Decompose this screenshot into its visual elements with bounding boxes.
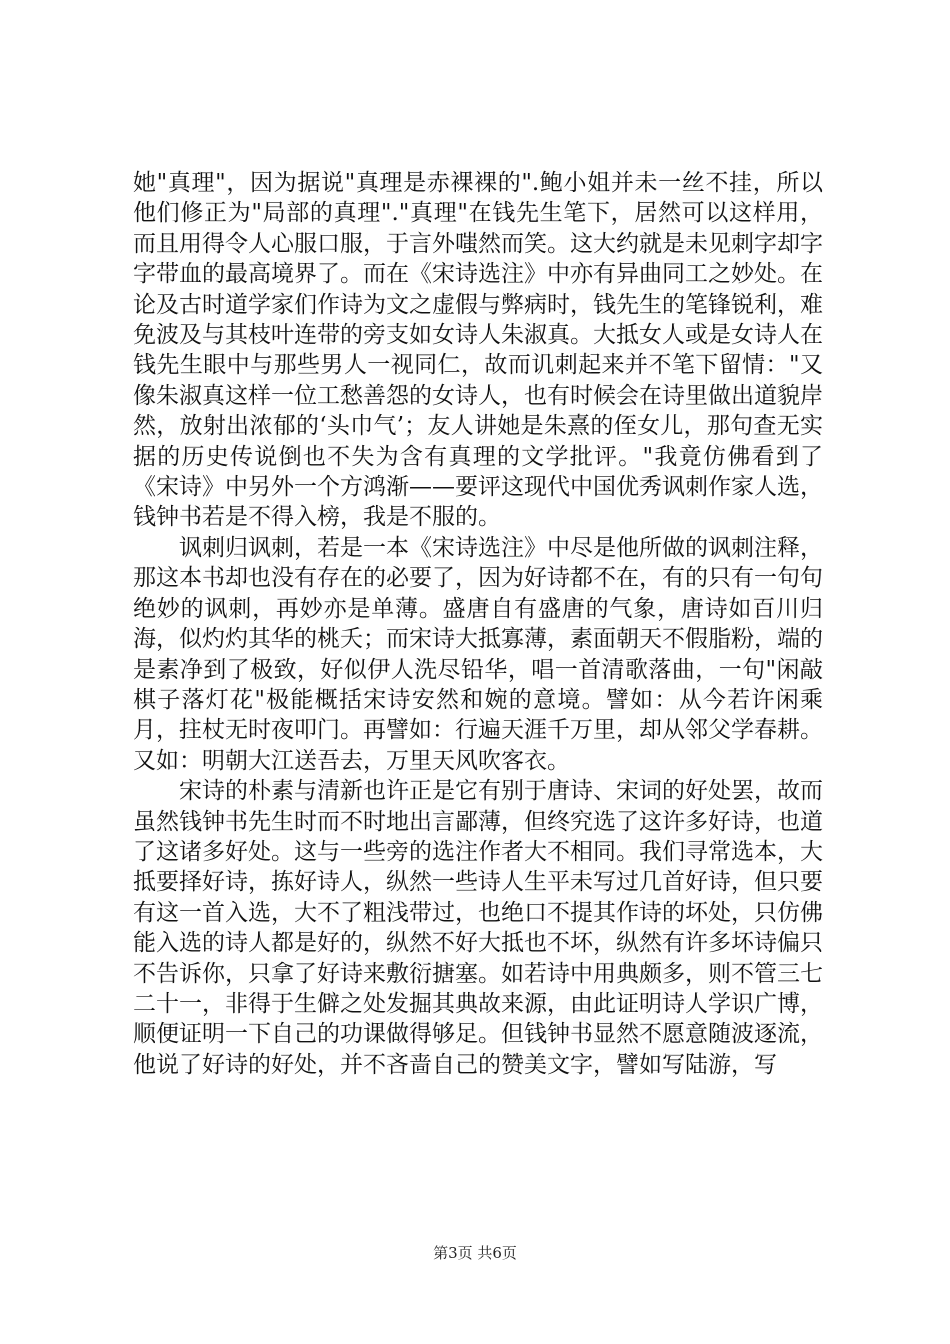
paragraph-2: 讽刺归讽刺，若是一本《宋诗选注》中尽是他所做的讽刺注释，那这本书却也没有存在的必要了，因为好诗都不在，有的只有一句句绝妙的讽刺，再妙亦是单薄。盛唐自有盛唐的气象，唐诗如百川归海，似灼灼其华的桃夭；而宋诗大抵寡薄，素面朝天不假脂粉，端的是素净到了极致，好似伊人洗尽铅华，唱一首清歌落曲，一句"闲敲棋子落灯花"极能概括宋诗安然和婉的意境。譬如：从今若许闲乘月，拄杖无时夜叩门。再譬如：行遍天涯千万里，却从邻父学春耕。又如：明朝大江送吾去，万里天风吹客衣。 [133,534,823,774]
page-number-footer: 第3页 共6页 [433,1244,517,1262]
paragraph-3: 宋诗的朴素与清新也许正是它有别于唐诗、宋词的好处罢，故而虽然钱钟书先生时而不时地出言鄙薄，但终究选了这许多好诗，也道了这诸多好处。这与一些旁的选注作者大不相同。我们寻常选本，大抵要择好诗，拣好诗人，纵然一些诗人生平未写过几首好诗，但只要有这一首入选，大不了粗浅带过，也绝口不提其作诗的坏处，只仿佛能入选的诗人都是好的，纵然不好大抵也不坏，纵然有许多坏诗偏只不告诉你，只拿了好诗来敷衍搪塞。如若诗中用典颇多，则不管三七二十一，非得于生僻之处发掘其典故来源，由此证明诗人学识广博，顺便证明一下自己的功课做得够足。但钱钟书显然不愿意随波逐流，他说了好诗的好处，并不吝啬自己的赞美文字，譬如写陆游，写 [133,778,823,1078]
paragraph-1: 她"真理"，因为据说"真理是赤裸裸的".鲍小姐并未一丝不挂，所以他们修正为"局部的真理"."真理"在钱先生笔下，居然可以这样用，而且用得令人心服口服，于言外嗤然而笑。这大约就是未见刺字却字字带血的最高境界了。而在《宋诗选注》中亦有异曲同工之妙处。在论及古时道学家们作诗为文之虚假与弊病时，钱先生的笔锋锐利，难免波及与其枝叶连带的旁支如女诗人朱淑真。大抵女人或是女诗人在钱先生眼中与那些男人一视同仁，故而讥刺起来并不笔下留情："又像朱淑真这样一位工愁善怨的女诗人，也有时候会在诗里做出道貌岸然，放射出浓郁的‘头巾气’；友人讲她是朱熹的侄女儿，那句查无实据的历史传说倒也不失为含有真理的文学批评。"我竟仿佛看到了《宋诗》中另外一个方鸿渐——要评这现代中国优秀讽刺作家人选，钱钟书若是不得入榜，我是不服的。 [133,170,823,531]
article-body [133,168,823,1080]
